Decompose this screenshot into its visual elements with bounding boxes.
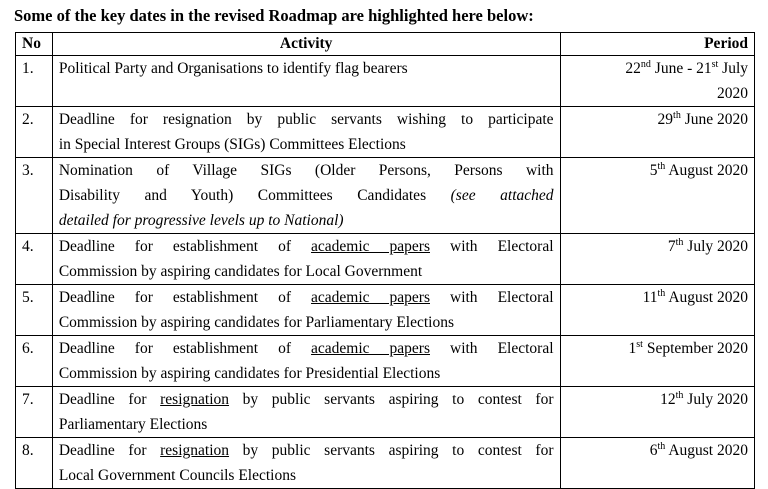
- roadmap-table: [15, 32, 755, 489]
- activity-line: [59, 336, 554, 361]
- table-row: [16, 234, 755, 285]
- row-number: 5.: [16, 285, 53, 336]
- period-year: 2020: [717, 85, 748, 102]
- row-activity: [52, 158, 560, 234]
- row-period: [560, 56, 754, 107]
- activity-line: in Special Interest Groups (SIGs) Committees Elections: [58, 136, 406, 153]
- table-row: [16, 285, 755, 336]
- column-header-no: No: [16, 33, 53, 56]
- period-day: 22: [625, 60, 641, 77]
- activity-emphasis: academic papers: [311, 340, 430, 357]
- activity-line: [59, 234, 554, 259]
- row-period: [560, 107, 754, 158]
- row-activity: [52, 387, 560, 438]
- activity-line: Nomination of Village SIGs (Older Persons, Persons with: [58, 162, 554, 179]
- activity-text: with Electoral: [430, 238, 554, 255]
- row-activity: [52, 56, 560, 107]
- table-row: [16, 336, 755, 387]
- activity-line: Commission by aspiring candidates for Parliamentary Elections: [58, 314, 455, 331]
- activity-line: [59, 285, 554, 310]
- column-header-activity: Activity: [52, 33, 560, 56]
- period-ordinal: st: [711, 58, 719, 70]
- period-ordinal: th: [675, 236, 684, 248]
- table-row: [16, 438, 755, 489]
- row-period: [560, 438, 754, 489]
- row-number: 4.: [16, 234, 53, 285]
- activity-emphasis: academic papers: [311, 289, 430, 306]
- period-day: 6: [649, 442, 658, 459]
- activity-line: Commission by aspiring candidates for Presidential Elections: [58, 365, 441, 382]
- page-heading: Some of the key dates in the revised Roadmap are highlighted here below:: [14, 6, 534, 25]
- activity-text: by public servants aspiring to contest for: [229, 442, 554, 459]
- activity-note: detailed for progressive levels up to National): [58, 212, 344, 229]
- period-text: July: [718, 60, 748, 77]
- row-period: [560, 158, 754, 234]
- activity-text: by public servants aspiring to contest for: [229, 391, 554, 408]
- activity-line: [59, 183, 554, 208]
- activity-text: with Electoral: [430, 289, 554, 306]
- period-day: 1: [628, 340, 637, 357]
- row-activity: [52, 285, 560, 336]
- row-number: 3.: [16, 158, 53, 234]
- period-text: June - 21: [650, 60, 712, 77]
- period-text: August 2020: [665, 289, 748, 306]
- row-number: 7.: [16, 387, 53, 438]
- row-activity: [52, 438, 560, 489]
- table-row: [16, 158, 755, 234]
- period-day: 12: [660, 391, 676, 408]
- period-ordinal: th: [657, 287, 666, 299]
- activity-line: [59, 387, 554, 412]
- row-number: 6.: [16, 336, 53, 387]
- period-day: 7: [667, 238, 676, 255]
- activity-text: Political Party and Organisations to identify flag bearers: [58, 60, 408, 77]
- row-activity: [52, 107, 560, 158]
- period-ordinal: th: [657, 160, 666, 172]
- row-number: 1.: [16, 56, 53, 107]
- activity-text: Deadline for: [58, 442, 161, 459]
- period-day: 11: [642, 289, 658, 306]
- period-day: 5: [649, 162, 658, 179]
- activity-text: Deadline for: [58, 391, 161, 408]
- column-header-period: Period: [560, 33, 754, 56]
- row-activity: [52, 336, 560, 387]
- period-text: July 2020: [683, 391, 748, 408]
- row-period: [560, 336, 754, 387]
- period-text: August 2020: [665, 442, 748, 459]
- period-text: August 2020: [665, 162, 748, 179]
- activity-emphasis: resignation: [160, 391, 230, 408]
- period-ordinal: th: [675, 389, 684, 401]
- row-period: [560, 387, 754, 438]
- row-period: [560, 234, 754, 285]
- period-ordinal: th: [657, 440, 666, 452]
- activity-emphasis: resignation: [160, 442, 230, 459]
- period-text: July 2020: [683, 238, 748, 255]
- activity-line: Deadline for resignation by public servants wishing to participate: [58, 111, 554, 128]
- activity-line: Local Government Councils Elections: [58, 467, 297, 484]
- activity-line: Commission by aspiring candidates for Local Government: [58, 263, 423, 280]
- period-day: 29: [657, 111, 674, 128]
- period-ordinal: nd: [640, 58, 651, 70]
- row-number: 2.: [16, 107, 53, 158]
- table-row: [16, 387, 755, 438]
- period-text: September 2020: [642, 340, 748, 357]
- activity-text: Deadline for establishment of: [58, 289, 312, 306]
- activity-text: Deadline for establishment of: [58, 238, 312, 255]
- activity-note: (see attached: [450, 187, 554, 204]
- activity-text: Disability and Youth) Committees Candidates: [58, 187, 451, 204]
- row-number: 8.: [16, 438, 53, 489]
- period-text: June 2020: [680, 111, 748, 128]
- activity-line: [59, 438, 554, 463]
- activity-emphasis: academic papers: [311, 238, 430, 255]
- row-activity: [52, 234, 560, 285]
- table-row: [16, 56, 755, 107]
- period-ordinal: th: [673, 109, 681, 121]
- table-row: [16, 107, 755, 158]
- activity-text: with Electoral: [430, 340, 554, 357]
- period-ordinal: st: [636, 338, 643, 350]
- row-period: [560, 285, 754, 336]
- activity-line: Parliamentary Elections: [58, 416, 208, 433]
- activity-text: Deadline for establishment of: [58, 340, 312, 357]
- table-header-row: [16, 33, 755, 56]
